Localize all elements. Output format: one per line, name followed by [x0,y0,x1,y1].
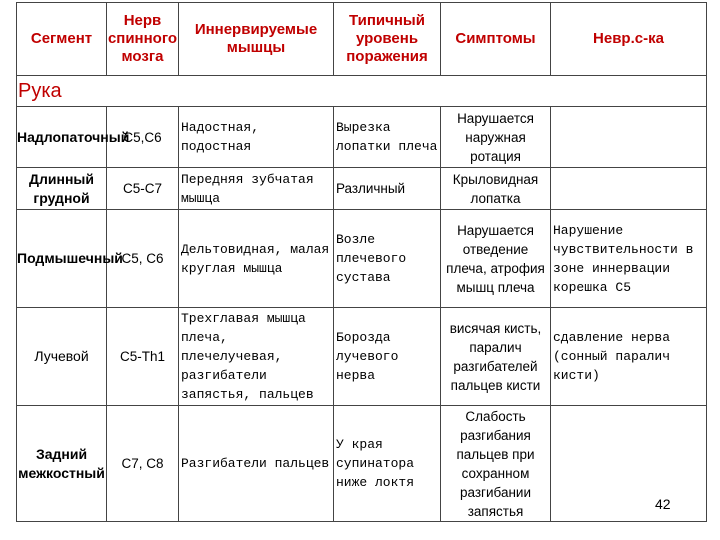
nerve-table [16,2,707,522]
row-symptoms: Слабость разгибания пальцев при сохранном разгибании запястья [441,406,551,522]
header-muscles: Иннервируемые мышцы [179,3,334,76]
row-segment: Задний межкостный [17,406,107,522]
section-row [17,76,707,107]
row-segment: Надлопаточный [17,107,107,168]
row-level: Вырезка лопатки плеча [334,107,441,168]
row-neuro [551,107,707,168]
row-level: Борозда лучевого нерва [334,308,441,406]
row-symptoms: Нарушается наружная ротация [441,107,551,168]
row-segment: Длинный грудной [17,168,107,210]
table-row [17,168,707,210]
row-neuro: сдавление нерва (сонный паралич кисти) [551,308,707,406]
nerve-table-wrapper [16,2,706,523]
table-row [17,308,707,406]
row-symptoms: висячая кисть, паралич разгибателей пальцев кисти [441,308,551,406]
row-muscles: Передняя зубчатая мышца [179,168,334,210]
section-title: Рука [17,76,707,107]
row-muscles: Дельтовидная, малая круглая мышца [179,210,334,308]
header-symptoms: Симптомы [441,3,551,76]
row-nerve: С5,С6 [107,107,179,168]
row-muscles: Надостная, подостная [179,107,334,168]
page-number: 42 [655,496,671,512]
table-row [17,210,707,308]
row-segment: Подмышечный [17,210,107,308]
row-nerve: С7, С8 [107,406,179,522]
row-nerve: С5-Th1 [107,308,179,406]
row-neuro [551,406,707,522]
table-row [17,107,707,168]
row-level: Различный [334,168,441,210]
header-neuro: Невр.с-ка [551,3,707,76]
row-nerve: С5, С6 [107,210,179,308]
table-row [17,406,707,522]
header-level: Типичный уровень поражения [334,3,441,76]
row-neuro: Нарушение чувствительности в зоне иннервации корешка С5 [551,210,707,308]
row-muscles: Разгибатели пальцев [179,406,334,522]
row-level: Возле плечевого сустава [334,210,441,308]
row-symptoms: Крыловидная лопатка [441,168,551,210]
row-nerve: С5-С7 [107,168,179,210]
row-level: У края супинатора ниже локтя [334,406,441,522]
row-neuro [551,168,707,210]
row-muscles: Трехглавая мышца плеча, плечелучевая, разгибатели запястья, пальцев [179,308,334,406]
row-symptoms: Нарушается отведение плеча, атрофия мышц плеча [441,210,551,308]
header-nerve: Нерв спинного мозга [107,3,179,76]
row-segment: Лучевой [17,308,107,406]
header-segment: Сегмент [17,3,107,76]
header-row [17,3,707,76]
